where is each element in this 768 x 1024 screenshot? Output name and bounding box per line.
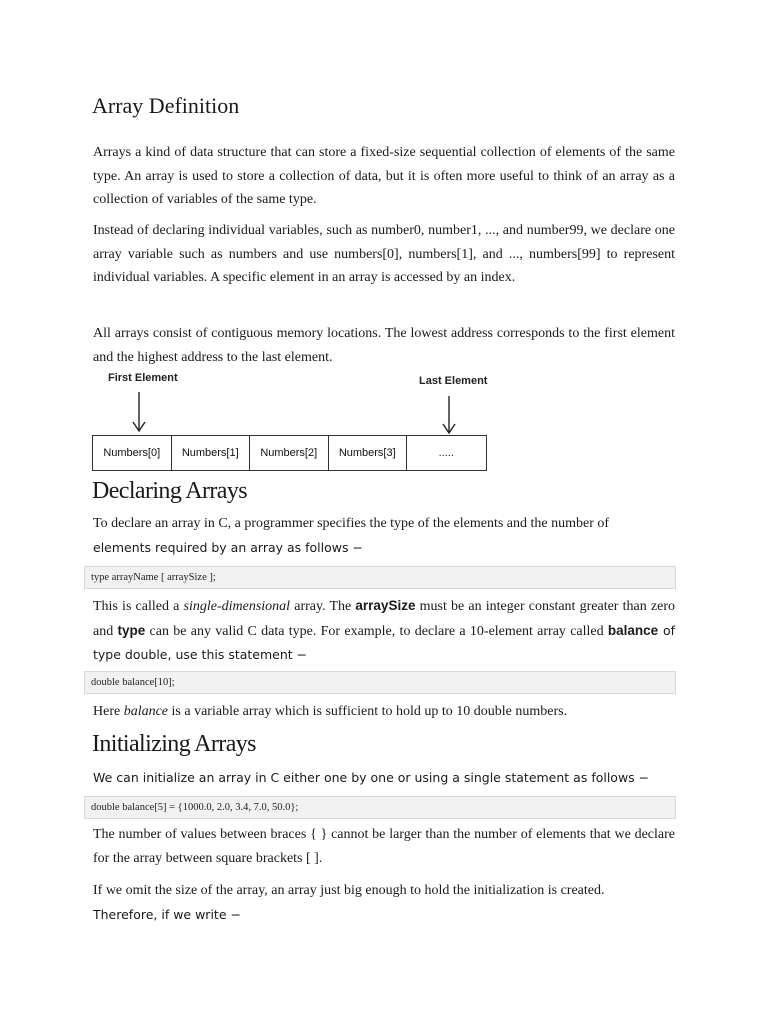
code-declaration-text: type arrayName [ arraySize ]; — [91, 572, 216, 583]
first-element-arrow-icon — [132, 390, 146, 434]
paragraph-array-definition-3: All arrays consist of contiguous memory locations. The lowest address corresponds to the first element and the highest address to the last element. — [93, 326, 675, 365]
array-cell: ..... — [438, 447, 454, 459]
text-bold-balance: balance — [607, 622, 659, 638]
paragraph-initializing-3-line2: Therefore, if we write − — [93, 906, 241, 922]
last-element-arrow-icon — [442, 394, 456, 436]
text-run: can be any valid C data type. For example, to declare a 10-element array called — [145, 623, 608, 639]
paragraph-initializing-2: The number of values between braces { } cannot be larger than the number of elements that we declare for the array between square brackets [ ]. — [93, 827, 675, 866]
text-run: is a variable array which is sufficient to hold up to 10 double numbers. — [168, 704, 568, 719]
array-cell: Numbers[3] — [329, 436, 408, 470]
array-cell: Numbers[0] — [93, 436, 172, 470]
paragraph-initializing-3-line1: If we omit the size of the array, an array just big enough to hold the initialization is created. — [93, 883, 605, 898]
code-balance-text: double balance[10]; — [91, 677, 175, 688]
code-block-declaration — [84, 566, 676, 589]
text-italic-single-dimensional: single-dimensional — [183, 599, 291, 614]
text-italic-balance: balance — [123, 704, 169, 719]
text-run: Here — [93, 704, 124, 719]
array-cell: Numbers[1] — [172, 436, 251, 470]
paragraph-initializing-1 — [93, 766, 675, 791]
array-memory-diagram — [92, 370, 492, 475]
code-block-initialization — [84, 796, 676, 819]
first-element-label: First Element — [108, 372, 178, 384]
code-initialization-text: double balance[5] = {1000.0, 2.0, 3.4, 7.0, 50.0}; — [91, 802, 299, 813]
paragraph-declaring-1-line1: To declare an array in C, a programmer specifies the type of the elements and the number of — [93, 516, 610, 531]
text-bold-arraysize: arraySize — [355, 598, 416, 613]
paragraph-declaring-1-line2: elements required by an array as follows − — [93, 539, 363, 555]
last-element-label: Last Element — [419, 375, 488, 387]
paragraph-array-definition-2: Instead of declaring individual variables, such as number0, number1, ..., and number99, we declare one array variable such as numbers and use numbers[0], numbers[1], and ..., numbers[99] to represent individual variables. A specific element in an array is accessed by an index. — [93, 223, 675, 285]
array-cells — [92, 435, 487, 471]
paragraph-initializing-3 — [93, 879, 675, 927]
heading-declaring-arrays: Declaring Arrays — [92, 478, 248, 504]
heading-array-definition: Array Definition — [92, 93, 240, 118]
text-run: We can initialize an array in C either one by one or using a single statement as follows − — [93, 770, 650, 785]
paragraph-declaring-1 — [93, 512, 675, 560]
text-run: array. The — [290, 599, 356, 614]
array-cell: Numbers[2] — [250, 436, 329, 470]
text-bold-type: type — [117, 622, 146, 638]
paragraph-declaring-2 — [93, 594, 675, 668]
code-block-balance — [84, 671, 676, 694]
text-run: must be an integer constant greater than zero and — [93, 599, 675, 639]
paragraph-declaring-3 — [93, 700, 675, 724]
paragraph-array-definition-1: Arrays a kind of data structure that can store a fixed-size sequential collection of elements of the same type. An array is used to store a collection of data, but it is often more useful to think of an array as a collection of variables of the same type. — [93, 145, 675, 207]
text-run: This is called a — [93, 599, 184, 614]
text-run: of type double, use this statement − — [93, 622, 675, 662]
heading-initializing-arrays: Initializing Arrays — [92, 731, 256, 757]
